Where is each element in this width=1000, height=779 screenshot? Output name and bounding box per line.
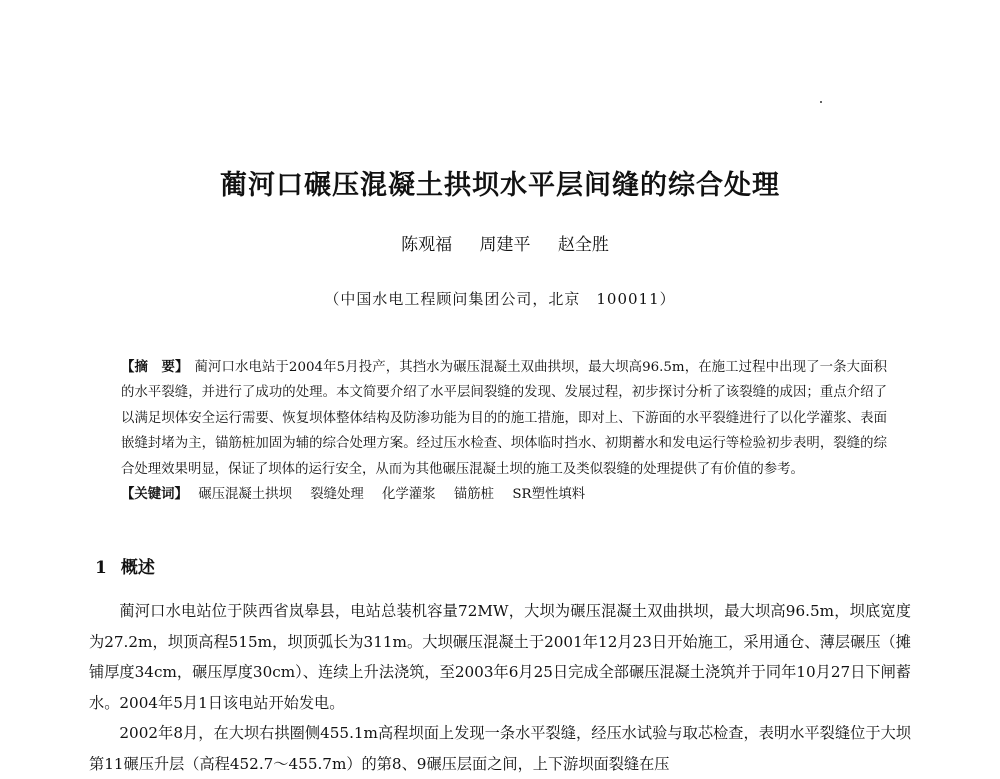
affiliation: （中国水电工程顾问集团公司，北京 100011） <box>324 290 676 308</box>
author-name: 赵全胜 <box>557 235 609 255</box>
keyword: 裂缝处理 <box>310 487 364 503</box>
body-text <box>89 596 911 779</box>
abstract-block <box>121 355 887 507</box>
abstract-text: 蔺河口水电站于2004年5月投产，其挡水为碾压混凝土双曲拱坝，最大坝高96.5m，在施工过程中出现了一条大面积的水平裂缝，并进行了成功的处理。本文简要介绍了水平层间裂缝的发现、发展过程，初步探讨分析了该裂缝的成因；重点介绍了以满足坝体安全运行需要、恢复坝体整体结构及防渗功能为目的的施工措施，即对上、下游面的水平裂缝进行了以化学灌浆、表面嵌缝封堵为主，锚筋桩加固为辅的综合处理方案。经过压水检查、坝体临时挡水、初期蓄水和发电运行等检验初步表明，裂缝的综合处理效果明显，保证了坝体的运行安全，从而为其他碾压混凝土坝的施工及类似裂缝的处理提供了有价值的参考。 <box>121 360 887 477</box>
keyword: 化学灌浆 <box>382 487 436 503</box>
body-paragraph: 2002年8月，在大坝右拱圈侧455.1m高程坝面上发现一条水平裂缝，经压水试验与取芯检查，表明水平裂缝位于大坝第11碾压升层（高程452.7～455.7m）的第8、9碾压层面之间，上下游坝面裂缝在压 <box>89 724 911 773</box>
keywords-line <box>121 482 887 507</box>
paper-title: 蔺河口碾压混凝土拱坝水平层间缝的综合处理 <box>220 170 780 201</box>
author-list <box>0 233 1000 257</box>
keyword: 锚筋桩 <box>453 487 495 503</box>
author-name: 周建平 <box>479 235 531 255</box>
body-paragraph: 蔺河口水电站位于陕西省岚皋县，电站总装机容量72MW，大坝为碾压混凝土双曲拱坝，最大坝高96.5m，坝底宽度为27.2m，坝顶高程515m，坝顶弧长为311m。大坝碾压混凝土于2001年12月23日开始施工，采用通仓、薄层碾压（摊铺厚度34cm，碾压厚度30cm）、连续上升法浇筑，至2003年6月25日完成全部碾压混凝土浇筑并于同年10月27日下闸蓄水。2004年5月1日该电站开始发电。 <box>89 602 911 712</box>
section-title: 概述 <box>120 558 155 578</box>
keywords-label: 【关键词】 <box>121 486 188 503</box>
abstract-label: 【摘 要】 <box>121 359 189 375</box>
scan-speck <box>820 101 822 103</box>
keyword: 碾压混凝土拱坝 <box>198 487 292 503</box>
author-name: 陈观福 <box>401 235 453 255</box>
section-heading <box>95 556 155 580</box>
section-number: 1 <box>95 558 107 578</box>
abstract-paragraph <box>121 355 887 482</box>
keyword: SR塑性填料 <box>512 487 586 503</box>
